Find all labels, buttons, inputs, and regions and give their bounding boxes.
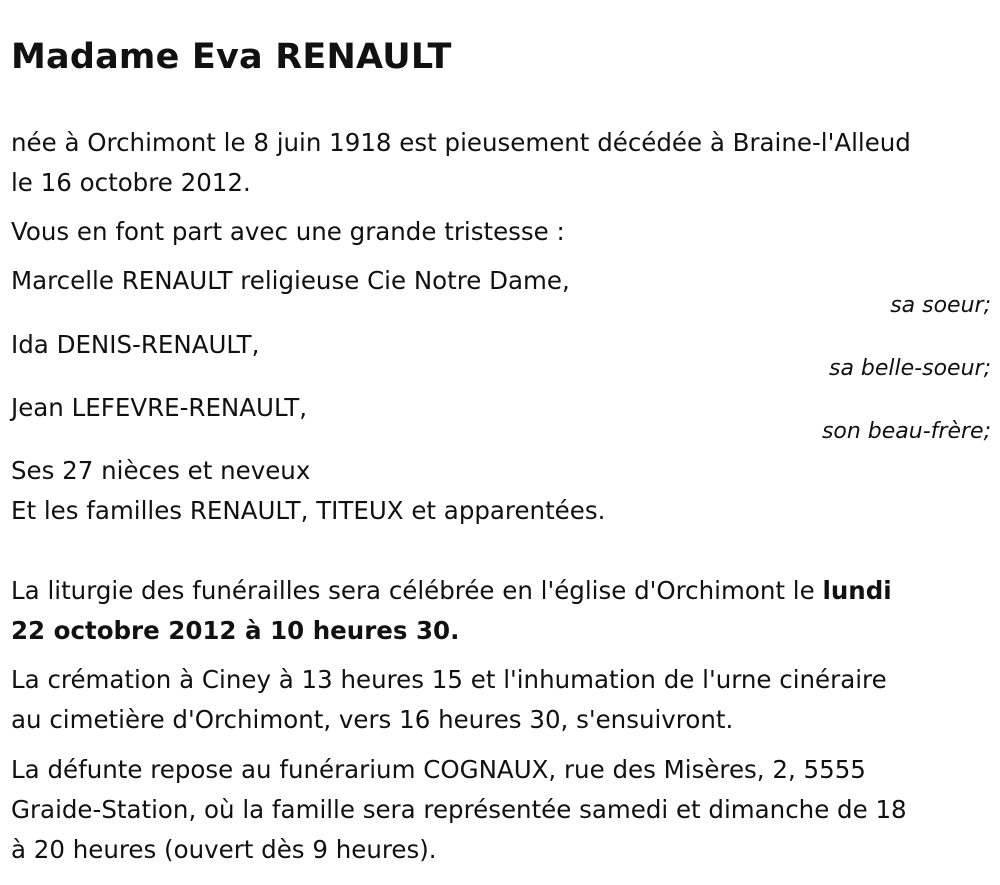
cremation-line-1: La crémation à Ciney à 13 heures 15 et l'inhumation de l'urne cinéraire — [11, 665, 887, 694]
liturgy-line-1 — [11, 571, 892, 611]
birth-death-line-1: née à Orchimont le 8 juin 1918 est pieusement décédée à Braine-l'Alleud — [11, 128, 911, 157]
family-member-name-2: Ida DENIS-RENAULT, — [11, 330, 260, 359]
family-member-relation-1: sa soeur; — [890, 293, 991, 318]
family-member-relation-2: sa belle-soeur; — [829, 356, 991, 381]
deceased-name-heading: Madame Eva RENAULT — [11, 37, 452, 77]
family-member-name-1: Marcelle RENAULT religieuse Cie Notre Dame, — [11, 266, 570, 295]
birth-death-line-2: le 16 octobre 2012. — [11, 168, 251, 197]
family-member-name-3: Jean LEFEVRE-RENAULT, — [11, 393, 307, 422]
funerarium-line-1: La défunte repose au funérarium COGNAUX, rue des Misères, 2, 5555 — [11, 755, 866, 784]
announcement-line: Vous en font part avec une grande tristesse : — [11, 217, 565, 246]
cremation-line-2: au cimetière d'Orchimont, vers 16 heures 30, s'ensuivront. — [11, 705, 734, 734]
obituary-notice — [11, 0, 991, 885]
family-member-relation-3: son beau-frère; — [821, 419, 991, 444]
funerarium-line-2: Graide-Station, où la famille sera représentée samedi et dimanche de 18 — [11, 795, 907, 824]
liturgy-day: lundi — [822, 576, 892, 605]
funerarium-line-3: à 20 heures (ouvert dès 9 heures). — [11, 835, 437, 864]
related-families-line: Et les familles RENAULT, TITEUX et apparentées. — [11, 496, 606, 525]
liturgy-date-time: 22 octobre 2012 à 10 heures 30. — [11, 616, 460, 645]
nieces-nephews-line: Ses 27 nièces et neveux — [11, 456, 311, 485]
liturgy-text: La liturgie des funérailles sera célébrée en l'église d'Orchimont le — [11, 576, 823, 605]
